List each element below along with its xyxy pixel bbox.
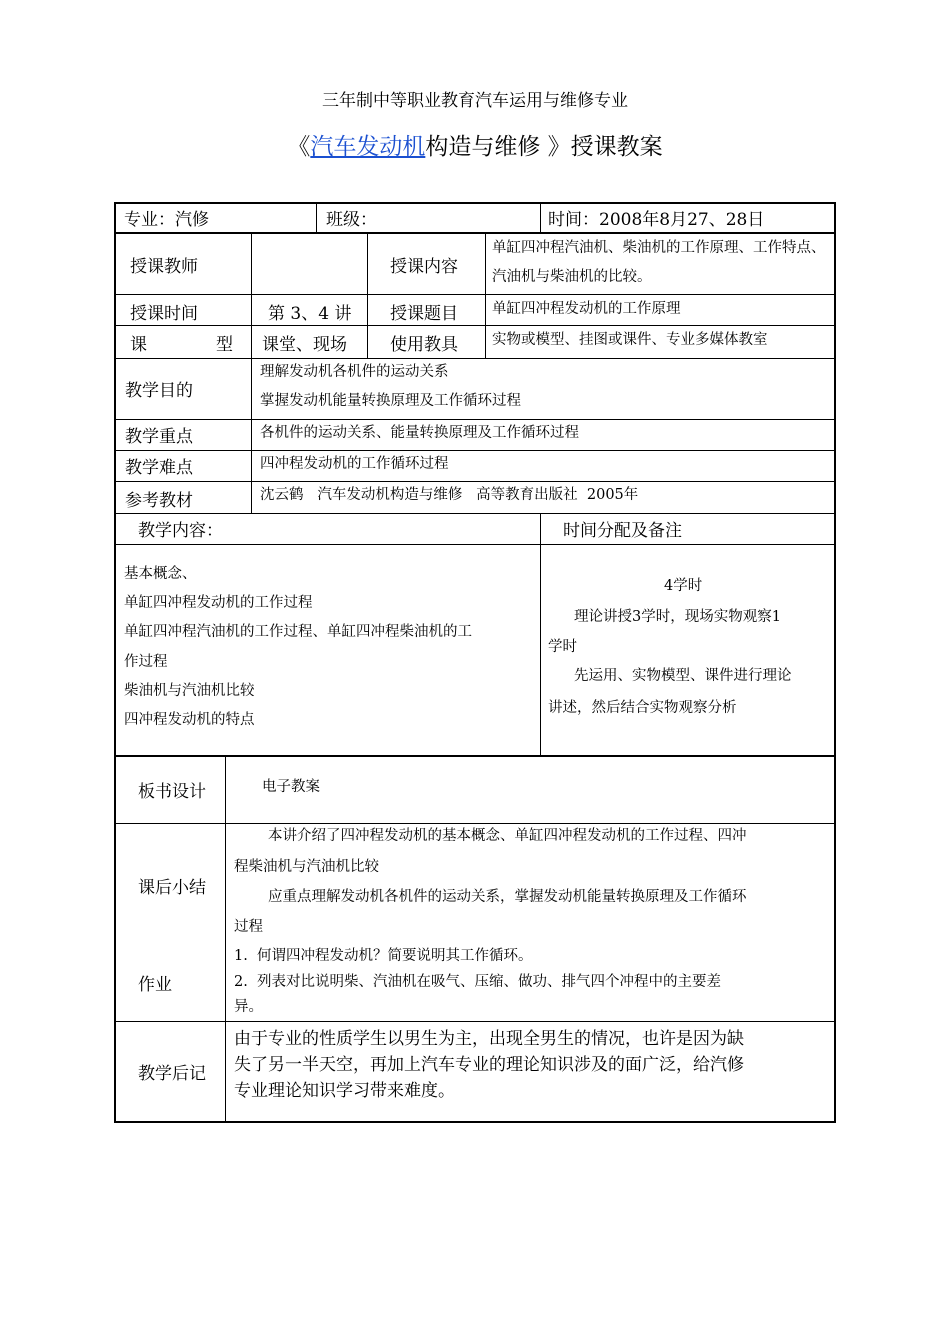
homework-label: 作业 [138, 975, 172, 995]
summary-label: 课后小结 [138, 878, 206, 898]
content-value: 单缸四冲程汽油机、柴油机的工作原理、工作特点、汽油机与柴油机的比较。 [492, 240, 826, 285]
topic-value: 单缸四冲程发动机的工作原理 [492, 301, 681, 317]
document-title [0, 128, 950, 161]
teacher-label: 授课教师 [130, 257, 198, 277]
note-line-1: 理论讲授3学时，现场实物观察1 [574, 609, 781, 625]
summary-line-3: 应重点理解发动机各机件的运动关系，掌握发动机能量转换原理及工作循环 [268, 889, 747, 905]
note-line-2: 学时 [548, 639, 577, 655]
tools-value: 实物或模型、挂图或课件、专业多媒体教室 [492, 332, 768, 348]
date-cell: 时间：2008年8月27、28日 [548, 210, 765, 230]
homework-line-2: 2. 列表对比说明柴、汽油机在吸气、压缩、做功、排气四个冲程中的主要差 [234, 974, 722, 990]
type-label-1: 课 [130, 335, 147, 355]
note-line-4: 讲述，然后结合实物观察分析 [548, 700, 737, 716]
list-item: 作过程 [124, 654, 168, 670]
summary-line-1: 本讲介绍了四冲程发动机的基本概念、单缸四冲程发动机的工作过程、四冲 [268, 828, 747, 844]
type-value: 课堂、现场 [262, 335, 347, 355]
hours-value: 4学时 [664, 578, 703, 594]
goal-label: 教学目的 [125, 381, 193, 401]
difficulty-label: 教学难点 [125, 458, 193, 478]
homework-line-3: 异。 [234, 999, 263, 1015]
list-item: 单缸四冲程发动机的工作过程 [124, 595, 313, 611]
title-bracket: 《 [287, 134, 311, 160]
list-item: 基本概念、 [124, 566, 197, 582]
goal-line-1: 理解发动机各机件的运动关系 [260, 364, 449, 380]
title-link[interactable]: 汽车发动机 [310, 134, 426, 160]
tools-label: 使用教具 [390, 335, 458, 355]
goal-line-2: 掌握发动机能量转换原理及工作循环过程 [260, 393, 521, 409]
postscript-line-3: 专业理论知识学习带来难度。 [234, 1081, 455, 1101]
teaching-content-label: 教学内容： [138, 521, 223, 541]
lecture-time-value: 第 3、4 讲 [268, 304, 352, 324]
title-rest: 构造与维修 》授课教案 [425, 134, 663, 160]
list-item: 四冲程发动机的特点 [124, 712, 255, 728]
major-cell: 专业：汽修 [124, 210, 209, 230]
class-cell: 班级： [326, 210, 377, 230]
postscript-line-2: 失了另一半天空，再加上汽车专业的理论知识涉及的面广泛，给汽修 [234, 1055, 744, 1075]
board-value: 电子教案 [262, 779, 320, 795]
list-item: 柴油机与汽油机比较 [124, 683, 255, 699]
content-label: 授课内容 [390, 257, 458, 277]
postscript-line-1: 由于专业的性质学生以男生为主，出现全男生的情况，也许是因为缺 [234, 1029, 744, 1049]
postscript-label: 教学后记 [138, 1064, 206, 1084]
board-label: 板书设计 [138, 782, 206, 802]
homework-line-1: 1. 何谓四冲程发动机？简要说明其工作循环。 [234, 948, 533, 964]
lecture-time-label: 授课时间 [130, 304, 198, 324]
list-item: 单缸四冲程汽油机的工作过程、单缸四冲程柴油机的工 [124, 624, 472, 640]
reference-value: 沈云鹤 汽车发动机构造与维修 高等教育出版社 2005年 [260, 487, 639, 503]
type-label-2: 型 [216, 335, 233, 355]
focus-label: 教学重点 [125, 427, 193, 447]
reference-label: 参考教材 [125, 491, 193, 511]
document-subtitle: 三年制中等职业教育汽车运用与维修专业 [322, 91, 628, 111]
time-allocation-label: 时间分配及备注 [563, 521, 682, 541]
difficulty-value: 四冲程发动机的工作循环过程 [260, 456, 449, 472]
note-line-3: 先运用、实物模型、课件进行理论 [574, 668, 792, 684]
focus-value: 各机件的运动关系、能量转换原理及工作循环过程 [260, 425, 579, 441]
summary-line-2: 程柴油机与汽油机比较 [234, 859, 379, 875]
topic-label: 授课题目 [390, 304, 458, 324]
summary-line-4: 过程 [234, 919, 263, 935]
